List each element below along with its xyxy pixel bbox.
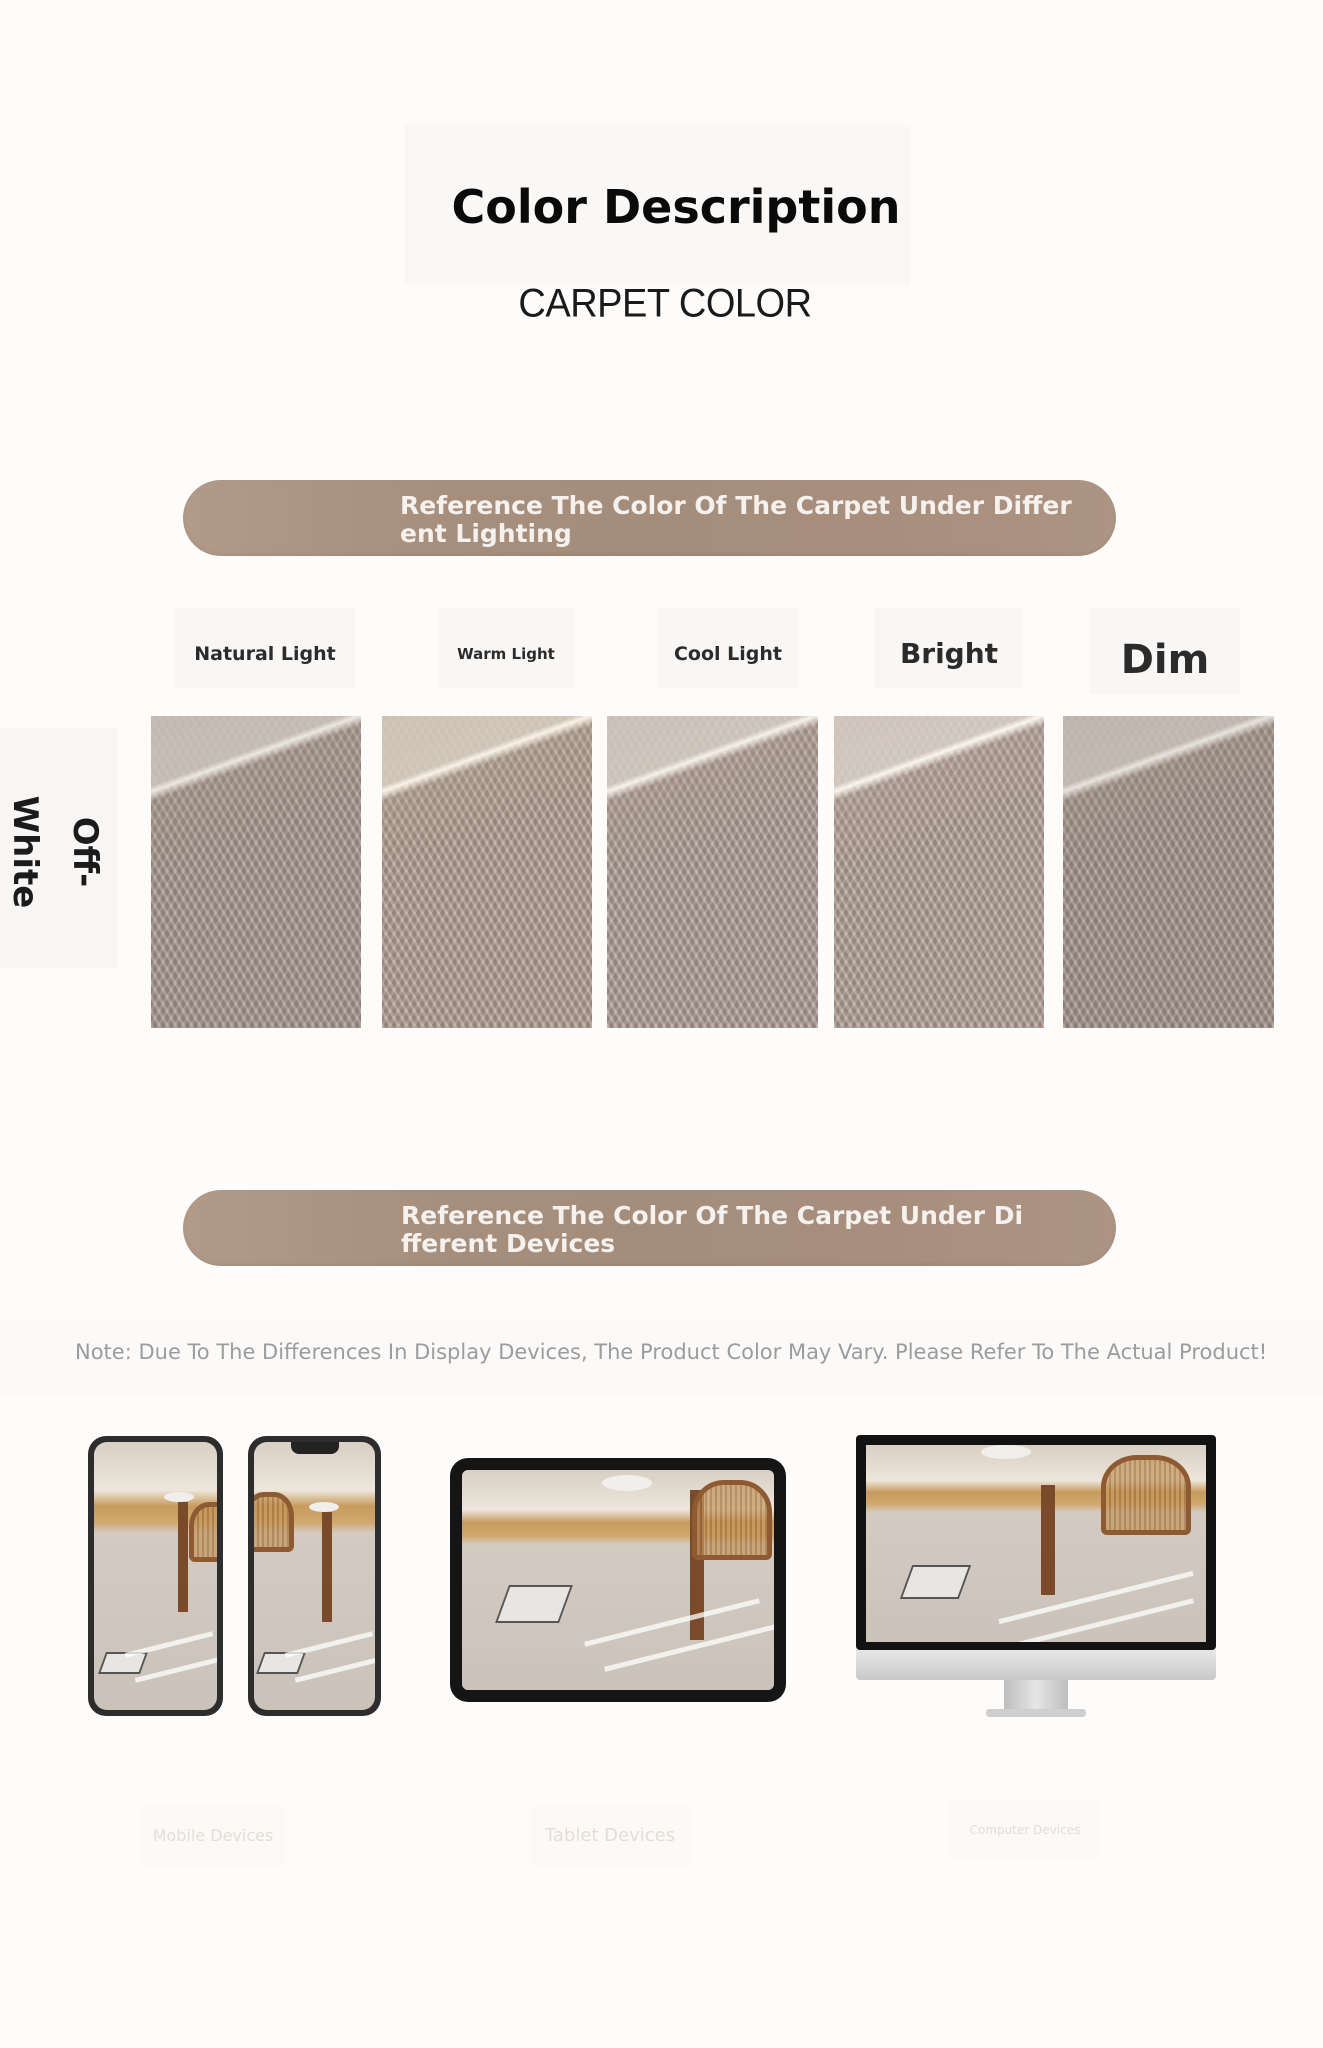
page-subtitle: CARPET COLOR [518,281,812,327]
monitor-chin [856,1650,1216,1680]
phone-left-screen [94,1442,217,1710]
monitor-base [986,1709,1086,1717]
device-label-tablet: Tablet Devices [530,1806,690,1866]
swatch-bright [834,716,1044,1028]
light-label-cool: Cool Light [658,608,798,688]
swatch-natural-light [151,716,361,1028]
light-label-natural: Natural Light [175,608,355,688]
lighting-banner [183,480,1116,556]
phone-right-screen [254,1442,375,1710]
light-label-dim: Dim [1090,608,1240,694]
monitor-stand [1004,1680,1068,1710]
tablet [450,1458,786,1702]
swatch-cool-light [607,716,818,1028]
lighting-banner-line2: ent Lighting [400,519,572,548]
tablet-screen [462,1470,774,1690]
monitor-bezel [856,1435,1216,1650]
lighting-banner-line1: Reference The Color Of The Carpet Under Differ [400,491,1072,520]
light-label-bright: Bright [875,608,1023,688]
phone-right [248,1436,381,1716]
phone-notch [291,1442,339,1454]
disclaimer-note: Note: Due To The Differences In Display Devices, The Product Color May Vary. Please Refer To The Actual Product! [75,1340,1268,1364]
device-label-mobile: Mobile Devices [140,1806,286,1866]
device-label-computer: Computer Devices [950,1800,1100,1860]
phone-left [88,1436,223,1716]
devices-banner-line1: Reference The Color Of The Carpet Under Di [401,1201,1024,1230]
color-name-label: Off-White [5,795,105,909]
devices-banner [183,1190,1116,1266]
monitor-screen [866,1445,1206,1642]
page-title: Color Description [451,180,901,234]
light-label-warm: Warm Light [438,608,574,688]
devices-banner-line2: fferent Devices [401,1229,616,1258]
swatch-warm-light [382,716,592,1028]
swatch-dim [1063,716,1274,1028]
computer-monitor [856,1435,1216,1735]
